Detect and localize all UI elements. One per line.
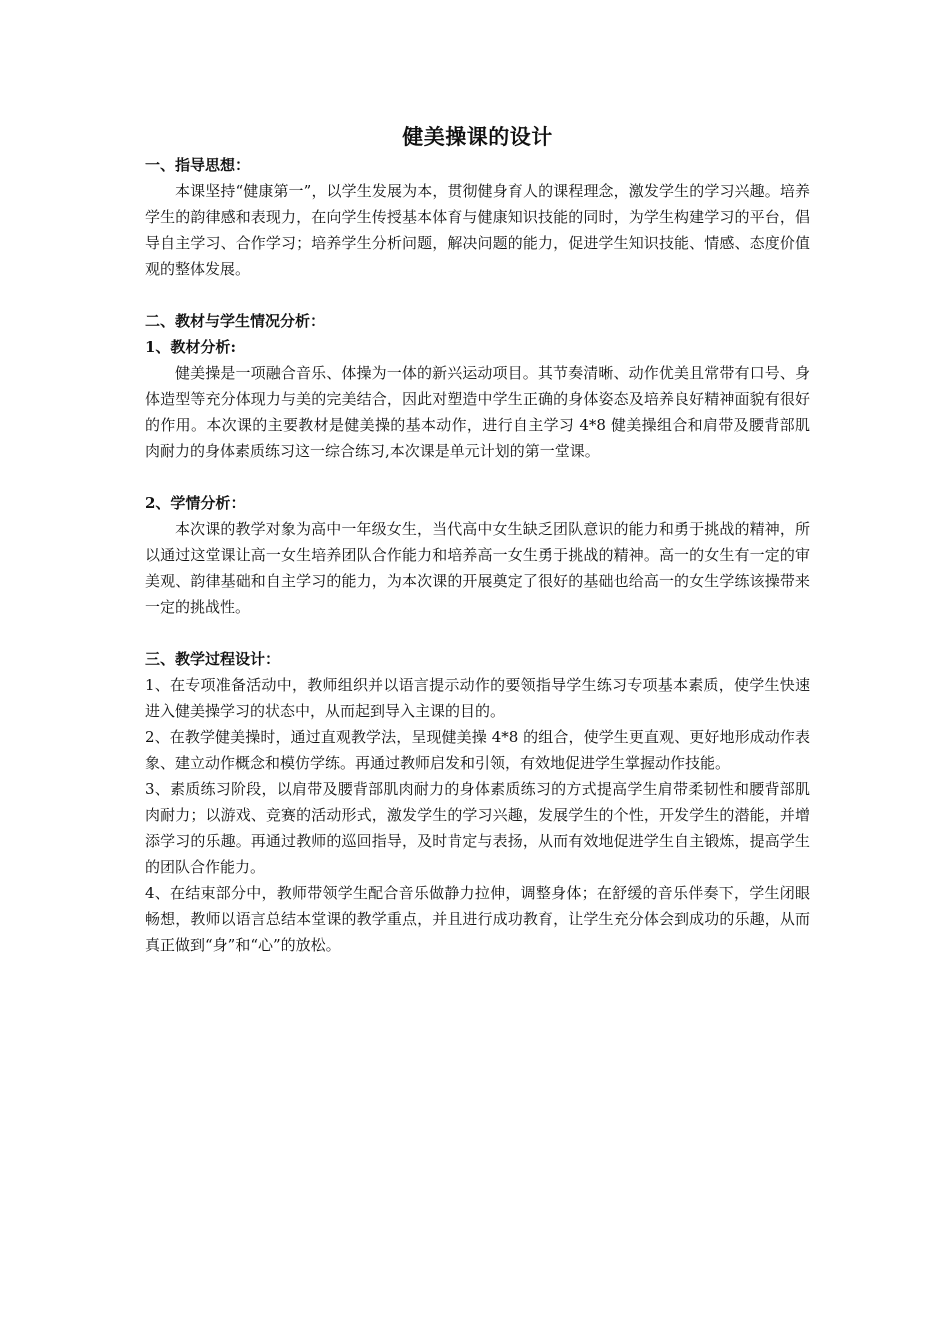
subheading-student-analysis: 2、学情分析： xyxy=(145,494,246,512)
spacer xyxy=(145,464,810,490)
spacer xyxy=(145,620,810,646)
spacer xyxy=(145,282,810,308)
document-title: 健美操课的设计 xyxy=(402,124,553,149)
section-heading-process: 三、教学过程设计： xyxy=(145,650,281,668)
process-item: 1、在专项准备活动中，教师组织并以语言提示动作的要领指导学生练习专项基本素质，使学生快速进入健美操学习的状态中，从而起到导入主课的目的。 xyxy=(145,676,810,720)
process-item: 3、素质练习阶段，以肩带及腰背部肌肉耐力的身体素质练习的方式提高学生肩带柔韧性和腰背部肌肉耐力；以游戏、竞赛的活动形式，激发学生的学习兴趣，发展学生的个性，开发学生的潜能，并增添学习的乐趣。再通过教师的巡回指导，及时肯定与表扬，从而有效地促进学生自主锻炼，提高学生的团队合作能力。 xyxy=(145,780,810,876)
subheading-material-analysis: 1、教材分析: xyxy=(145,338,236,356)
process-item: 2、在教学健美操时，通过直观教学法，呈现健美操 4*8 的组合，使学生更直观、更好地形成动作表象、建立动作概念和模仿学练。再通过教师启发和引领，有效地促进学生掌握动作技能。 xyxy=(145,728,810,772)
student-analysis-paragraph: 本次课的教学对象为高中一年级女生，当代高中女生缺乏团队意识的能力和勇于挑战的精神，所以通过这堂课让高一女生培养团队合作能力和培养高一女生勇于挑战的精神。高一的女生有一定的审美观、韵律基础和自主学习的能力，为本次课的开展奠定了很好的基础也给高一的女生学练该操带来一定的挑战性。 xyxy=(145,520,810,616)
process-item: 4、在结束部分中，教师带领学生配合音乐做静力拉伸，调整身体；在舒缓的音乐伴奏下，学生闭眼畅想，教师以语言总结本堂课的教学重点，并且进行成功教育，让学生充分体会到成功的乐趣，从而真正做到“身”和“心”的放松。 xyxy=(145,884,810,954)
guiding-thought-paragraph: 本课坚持“健康第一”，以学生发展为本，贯彻健身育人的课程理念，激发学生的学习兴趣。培养学生的韵律感和表现力，在向学生传授基本体育与健康知识技能的同时，为学生构建学习的平台，倡导自主学习、合作学习；培养学生分析问题，解决问题的能力，促进学生知识技能、情感、态度价值观的整体发展。 xyxy=(145,182,810,278)
material-analysis-paragraph: 健美操是一项融合音乐、体操为一体的新兴运动项目。其节奏清晰、动作优美且常带有口号、身体造型等充分体现力与美的完美结合，因此对塑造中学生正确的身体姿态及培养良好精神面貌有很好的作用。本次课的主要教材是健美操的基本动作，进行自主学习 4*8 健美操组合和肩带及腰背部肌肉耐力的身体素质练习这一综合练习,本次课是单元计划的第一堂课。 xyxy=(145,364,810,460)
section-heading-analysis: 二、教材与学生情况分析： xyxy=(145,312,326,330)
section-heading-guiding-thought: 一、指导思想： xyxy=(145,156,251,174)
document-page xyxy=(145,118,810,958)
